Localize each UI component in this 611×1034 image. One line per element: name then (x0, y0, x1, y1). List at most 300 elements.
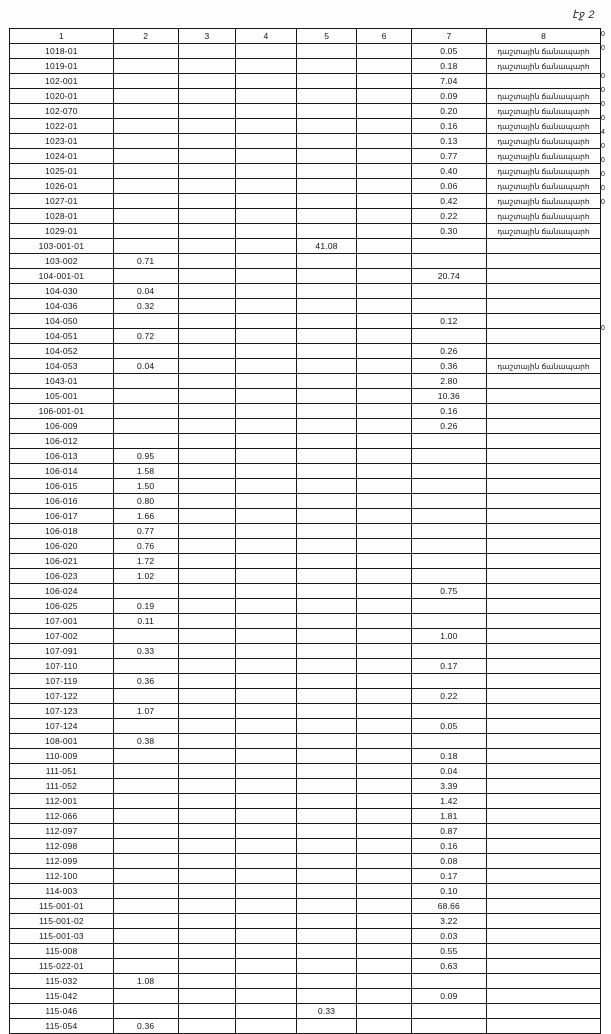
table-cell-col1: 103-001-01 (10, 239, 114, 254)
table-cell-col5 (296, 719, 357, 734)
table-cell-col1: 106-014 (10, 464, 114, 479)
table-cell-col1: 1043-01 (10, 374, 114, 389)
table-cell-col7 (411, 599, 486, 614)
table-cell-col8 (486, 884, 600, 899)
table-cell-col8 (486, 299, 600, 314)
table-cell-col2 (113, 929, 178, 944)
page-number-label: էջ 2 (572, 9, 595, 21)
table-cell-col8 (486, 464, 600, 479)
table-cell-col4 (236, 74, 297, 89)
data-table (9, 28, 601, 1034)
table-row (10, 164, 601, 179)
table-cell-col3 (178, 779, 236, 794)
table-cell-col4 (236, 884, 297, 899)
table-cell-col5 (296, 359, 357, 374)
table-row (10, 389, 601, 404)
table-cell-col6 (357, 224, 411, 239)
table-cell-col1: 106-017 (10, 509, 114, 524)
table-cell-col8 (486, 479, 600, 494)
table-cell-col5 (296, 524, 357, 539)
table-cell-col8 (486, 569, 600, 584)
table-cell-col1: 112-097 (10, 824, 114, 839)
table-cell-col1: 115-001-03 (10, 929, 114, 944)
margin-note (601, 392, 611, 406)
table-row (10, 749, 601, 764)
table-cell-col7: 0.13 (411, 134, 486, 149)
table-cell-col1: 106-013 (10, 449, 114, 464)
table-cell-col3 (178, 479, 236, 494)
table-cell-col1: 106-018 (10, 524, 114, 539)
table-cell-col5 (296, 194, 357, 209)
table-cell-col4 (236, 434, 297, 449)
table-cell-col5 (296, 209, 357, 224)
table-cell-col8 (486, 524, 600, 539)
table-cell-col8 (486, 374, 600, 389)
table-cell-col1: 106-015 (10, 479, 114, 494)
table-cell-col5 (296, 974, 357, 989)
table-cell-col2: 0.32 (113, 299, 178, 314)
table-cell-col4 (236, 479, 297, 494)
table-row (10, 1019, 601, 1034)
table-cell-col8: դաշտային ճանապարհ (486, 89, 600, 104)
table-cell-col5 (296, 494, 357, 509)
table-row (10, 944, 601, 959)
table-cell-col5 (296, 329, 357, 344)
table-row (10, 119, 601, 134)
table-cell-col8: դաշտային ճանապարհ (486, 209, 600, 224)
table-cell-col5 (296, 734, 357, 749)
table-row (10, 779, 601, 794)
table-cell-col3 (178, 449, 236, 464)
table-cell-col4 (236, 119, 297, 134)
table-cell-col6 (357, 749, 411, 764)
table-cell-col3 (178, 389, 236, 404)
table-cell-col7: 0.17 (411, 659, 486, 674)
table-cell-col6 (357, 539, 411, 554)
table-cell-col3 (178, 434, 236, 449)
table-row (10, 689, 601, 704)
table-cell-col3 (178, 554, 236, 569)
table-cell-col5 (296, 944, 357, 959)
table-cell-col8 (486, 779, 600, 794)
margin-note: 0 (601, 325, 605, 332)
table-cell-col4 (236, 134, 297, 149)
table-cell-col2 (113, 749, 178, 764)
table-row (10, 959, 601, 974)
table-row (10, 824, 601, 839)
table-cell-col2: 1.02 (113, 569, 178, 584)
table-cell-col7: 0.36 (411, 359, 486, 374)
table-cell-col8 (486, 824, 600, 839)
margin-note: 0 (601, 157, 605, 164)
table-cell-col8 (486, 314, 600, 329)
table-cell-col7 (411, 644, 486, 659)
table-cell-col8: դաշտային ճանապարհ (486, 44, 600, 59)
margin-note (601, 812, 611, 826)
table-row (10, 104, 601, 119)
table-cell-col1: 106-012 (10, 434, 114, 449)
margin-note (601, 602, 611, 616)
table-cell-col2: 0.77 (113, 524, 178, 539)
table-cell-col3 (178, 809, 236, 824)
table-row (10, 719, 601, 734)
table-cell-col5 (296, 59, 357, 74)
table-cell-col8 (486, 629, 600, 644)
table-cell-col2: 0.11 (113, 614, 178, 629)
table-cell-col6 (357, 764, 411, 779)
table-cell-col4 (236, 149, 297, 164)
table-cell-col6 (357, 254, 411, 269)
table-cell-col1: 107-091 (10, 644, 114, 659)
table-cell-col2 (113, 719, 178, 734)
table-cell-col7: 1.00 (411, 629, 486, 644)
table-cell-col3 (178, 314, 236, 329)
table-cell-col4 (236, 344, 297, 359)
table-row (10, 1004, 601, 1019)
table-cell-col8 (486, 239, 600, 254)
table-row (10, 299, 601, 314)
table-cell-col7: 0.06 (411, 179, 486, 194)
table-row (10, 734, 601, 749)
table-cell-col8: դաշտային ճանապարհ (486, 179, 600, 194)
table-cell-col4 (236, 899, 297, 914)
table-cell-col2: 1.58 (113, 464, 178, 479)
table-cell-col3 (178, 884, 236, 899)
table-cell-col5 (296, 464, 357, 479)
table-cell-col1: 111-052 (10, 779, 114, 794)
table-cell-col8 (486, 749, 600, 764)
table-cell-col4 (236, 389, 297, 404)
margin-note (601, 910, 611, 924)
table-row (10, 284, 601, 299)
table-cell-col4 (236, 209, 297, 224)
table-cell-col6 (357, 299, 411, 314)
table-cell-col6 (357, 509, 411, 524)
column-header-6: 6 (357, 29, 411, 44)
table-cell-col6 (357, 104, 411, 119)
margin-note (601, 756, 611, 770)
table-cell-col6 (357, 479, 411, 494)
table-cell-col5 (296, 479, 357, 494)
table-cell-col1: 1026-01 (10, 179, 114, 194)
table-cell-col4 (236, 734, 297, 749)
margin-note: 0 (601, 143, 605, 150)
margin-note (601, 784, 611, 798)
table-cell-col5 (296, 749, 357, 764)
table-cell-col4 (236, 584, 297, 599)
table-cell-col6 (357, 734, 411, 749)
margin-note (601, 686, 611, 700)
table-cell-col3 (178, 374, 236, 389)
table-row (10, 149, 601, 164)
table-cell-col8 (486, 839, 600, 854)
table-cell-col2 (113, 944, 178, 959)
table-cell-col4 (236, 914, 297, 929)
table-cell-col1: 107-119 (10, 674, 114, 689)
table-row (10, 374, 601, 389)
table-cell-col2 (113, 239, 178, 254)
margin-note (601, 406, 611, 420)
table-cell-col8: դաշտային ճանապարհ (486, 149, 600, 164)
table-cell-col3 (178, 629, 236, 644)
table-cell-col4 (236, 554, 297, 569)
table-cell-col6 (357, 944, 411, 959)
table-row (10, 974, 601, 989)
table-cell-col2 (113, 344, 178, 359)
table-cell-col7 (411, 974, 486, 989)
table-cell-col4 (236, 689, 297, 704)
table-cell-col2: 1.07 (113, 704, 178, 719)
table-cell-col6 (357, 524, 411, 539)
table-cell-col3 (178, 569, 236, 584)
table-row (10, 899, 601, 914)
table-row (10, 644, 601, 659)
table-cell-col1: 104-030 (10, 284, 114, 299)
table-cell-col4 (236, 764, 297, 779)
table-header (10, 29, 601, 44)
table-cell-col8 (486, 434, 600, 449)
table-cell-col2 (113, 104, 178, 119)
table-cell-col1: 102-001 (10, 74, 114, 89)
table-cell-col8 (486, 899, 600, 914)
table-cell-col2 (113, 794, 178, 809)
table-cell-col7 (411, 284, 486, 299)
table-cell-col7: 0.55 (411, 944, 486, 959)
table-cell-col7 (411, 449, 486, 464)
table-cell-col1: 111-051 (10, 764, 114, 779)
table-cell-col7 (411, 329, 486, 344)
table-cell-col5 (296, 179, 357, 194)
table-cell-col2 (113, 689, 178, 704)
table-cell-col4 (236, 749, 297, 764)
table-cell-col7 (411, 674, 486, 689)
table-cell-col1: 107-122 (10, 689, 114, 704)
table-cell-col3 (178, 134, 236, 149)
table-cell-col2: 0.33 (113, 644, 178, 659)
table-cell-col3 (178, 959, 236, 974)
table-cell-col3 (178, 539, 236, 554)
table-cell-col6 (357, 494, 411, 509)
table-cell-col7 (411, 239, 486, 254)
margin-note (601, 742, 611, 756)
table-cell-col5 (296, 374, 357, 389)
table-cell-col3 (178, 524, 236, 539)
table-cell-col6 (357, 59, 411, 74)
table-cell-col1: 115-042 (10, 989, 114, 1004)
table-cell-col4 (236, 419, 297, 434)
column-header-4: 4 (236, 29, 297, 44)
table-cell-col6 (357, 344, 411, 359)
table-cell-col5 (296, 44, 357, 59)
table-cell-col7: 0.04 (411, 764, 486, 779)
table-cell-col3 (178, 164, 236, 179)
table-cell-col7: 0.42 (411, 194, 486, 209)
table-cell-col3 (178, 989, 236, 1004)
margin-note (601, 336, 611, 350)
table-cell-col4 (236, 179, 297, 194)
table-cell-col3 (178, 74, 236, 89)
table-cell-col2: 0.36 (113, 1019, 178, 1034)
table-cell-col2: 0.36 (113, 674, 178, 689)
table-cell-col7: 0.30 (411, 224, 486, 239)
table-cell-col4 (236, 794, 297, 809)
table-cell-col1: 107-001 (10, 614, 114, 629)
table-cell-col4 (236, 644, 297, 659)
table-cell-col1: 112-001 (10, 794, 114, 809)
table-cell-col8 (486, 344, 600, 359)
table-cell-col6 (357, 884, 411, 899)
table-cell-col4 (236, 944, 297, 959)
table-cell-col5 (296, 434, 357, 449)
table-cell-col6 (357, 374, 411, 389)
table-cell-col1: 106-024 (10, 584, 114, 599)
table-cell-col3 (178, 464, 236, 479)
table-cell-col5 (296, 674, 357, 689)
table-cell-col7: 0.22 (411, 689, 486, 704)
table-cell-col4 (236, 404, 297, 419)
table-cell-col7: 0.75 (411, 584, 486, 599)
table-cell-col7 (411, 704, 486, 719)
table-cell-col6 (357, 119, 411, 134)
table-row (10, 704, 601, 719)
table-cell-col3 (178, 104, 236, 119)
table-row (10, 434, 601, 449)
table-cell-col4 (236, 329, 297, 344)
column-header-1: 1 (10, 29, 114, 44)
table-cell-col5 (296, 779, 357, 794)
table-cell-col2 (113, 899, 178, 914)
table-cell-col8 (486, 1004, 600, 1019)
table-cell-col3 (178, 494, 236, 509)
table-cell-col5 (296, 419, 357, 434)
table-cell-col4 (236, 779, 297, 794)
table-cell-col4 (236, 509, 297, 524)
column-header-7: 7 (411, 29, 486, 44)
table-cell-col5 (296, 599, 357, 614)
table-cell-col2: 0.04 (113, 359, 178, 374)
table-cell-col6 (357, 704, 411, 719)
table-cell-col6 (357, 614, 411, 629)
table-cell-col4 (236, 164, 297, 179)
table-cell-col4 (236, 1004, 297, 1019)
table-cell-col2 (113, 989, 178, 1004)
table-cell-col7 (411, 1019, 486, 1034)
table-cell-col5 (296, 659, 357, 674)
table-cell-col2 (113, 119, 178, 134)
table-cell-col7 (411, 494, 486, 509)
margin-note (601, 798, 611, 812)
table-cell-col8 (486, 854, 600, 869)
table-row (10, 44, 601, 59)
table-cell-col3 (178, 614, 236, 629)
table-cell-col8: դաշտային ճանապարհ (486, 224, 600, 239)
table-row (10, 524, 601, 539)
table-cell-col7: 68.66 (411, 899, 486, 914)
table-cell-col6 (357, 1019, 411, 1034)
table-cell-col7 (411, 554, 486, 569)
table-body (10, 44, 601, 1034)
table-cell-col3 (178, 584, 236, 599)
table-cell-col5 (296, 689, 357, 704)
table-cell-col6 (357, 134, 411, 149)
table-cell-col1: 1022-01 (10, 119, 114, 134)
table-cell-col3 (178, 1019, 236, 1034)
margin-note (601, 210, 611, 224)
table-cell-col6 (357, 149, 411, 164)
table-cell-col8: դաշտային ճանապարհ (486, 134, 600, 149)
table-cell-col5 (296, 539, 357, 554)
margin-note (601, 574, 611, 588)
table-cell-col7: 3.39 (411, 779, 486, 794)
margin-note (601, 420, 611, 434)
table-cell-col5 (296, 824, 357, 839)
table-cell-col7: 1.81 (411, 809, 486, 824)
table-cell-col7 (411, 524, 486, 539)
margin-note: 0 (601, 185, 605, 192)
table-cell-col3 (178, 254, 236, 269)
table-cell-col1: 1020-01 (10, 89, 114, 104)
table-cell-col2 (113, 209, 178, 224)
table-cell-col7: 0.18 (411, 749, 486, 764)
margin-note (601, 224, 611, 238)
table-cell-col1: 1019-01 (10, 59, 114, 74)
table-row (10, 344, 601, 359)
margin-note (601, 364, 611, 378)
table-cell-col6 (357, 809, 411, 824)
margin-note (601, 616, 611, 630)
table-cell-col1: 102-070 (10, 104, 114, 119)
table-cell-col3 (178, 929, 236, 944)
table-cell-col3 (178, 674, 236, 689)
table-cell-col4 (236, 44, 297, 59)
table-cell-col1: 112-099 (10, 854, 114, 869)
column-header-3: 3 (178, 29, 236, 44)
table-cell-col4 (236, 839, 297, 854)
margin-note (601, 714, 611, 728)
table-cell-col2 (113, 959, 178, 974)
table-cell-col1: 104-052 (10, 344, 114, 359)
table-cell-col2 (113, 419, 178, 434)
table-cell-col5 (296, 74, 357, 89)
table-row (10, 509, 601, 524)
table-cell-col8 (486, 329, 600, 344)
table-row (10, 74, 601, 89)
table-cell-col7 (411, 614, 486, 629)
table-cell-col7: 0.17 (411, 869, 486, 884)
table-cell-col8 (486, 704, 600, 719)
table-cell-col6 (357, 794, 411, 809)
table-cell-col3 (178, 1004, 236, 1019)
table-cell-col8 (486, 599, 600, 614)
table-cell-col5 (296, 959, 357, 974)
table-cell-col2: 0.38 (113, 734, 178, 749)
table-cell-col7: 0.10 (411, 884, 486, 899)
table-cell-col6 (357, 329, 411, 344)
table-cell-col1: 106-001-01 (10, 404, 114, 419)
table-cell-col3 (178, 899, 236, 914)
table-cell-col3 (178, 794, 236, 809)
table-cell-col2: 0.95 (113, 449, 178, 464)
table-cell-col1: 115-022-01 (10, 959, 114, 974)
table-cell-col5 (296, 854, 357, 869)
table-row (10, 209, 601, 224)
table-cell-col6 (357, 899, 411, 914)
table-cell-col7 (411, 254, 486, 269)
table-row (10, 539, 601, 554)
table-cell-col2: 0.04 (113, 284, 178, 299)
table-cell-col4 (236, 314, 297, 329)
table-cell-col5 (296, 569, 357, 584)
